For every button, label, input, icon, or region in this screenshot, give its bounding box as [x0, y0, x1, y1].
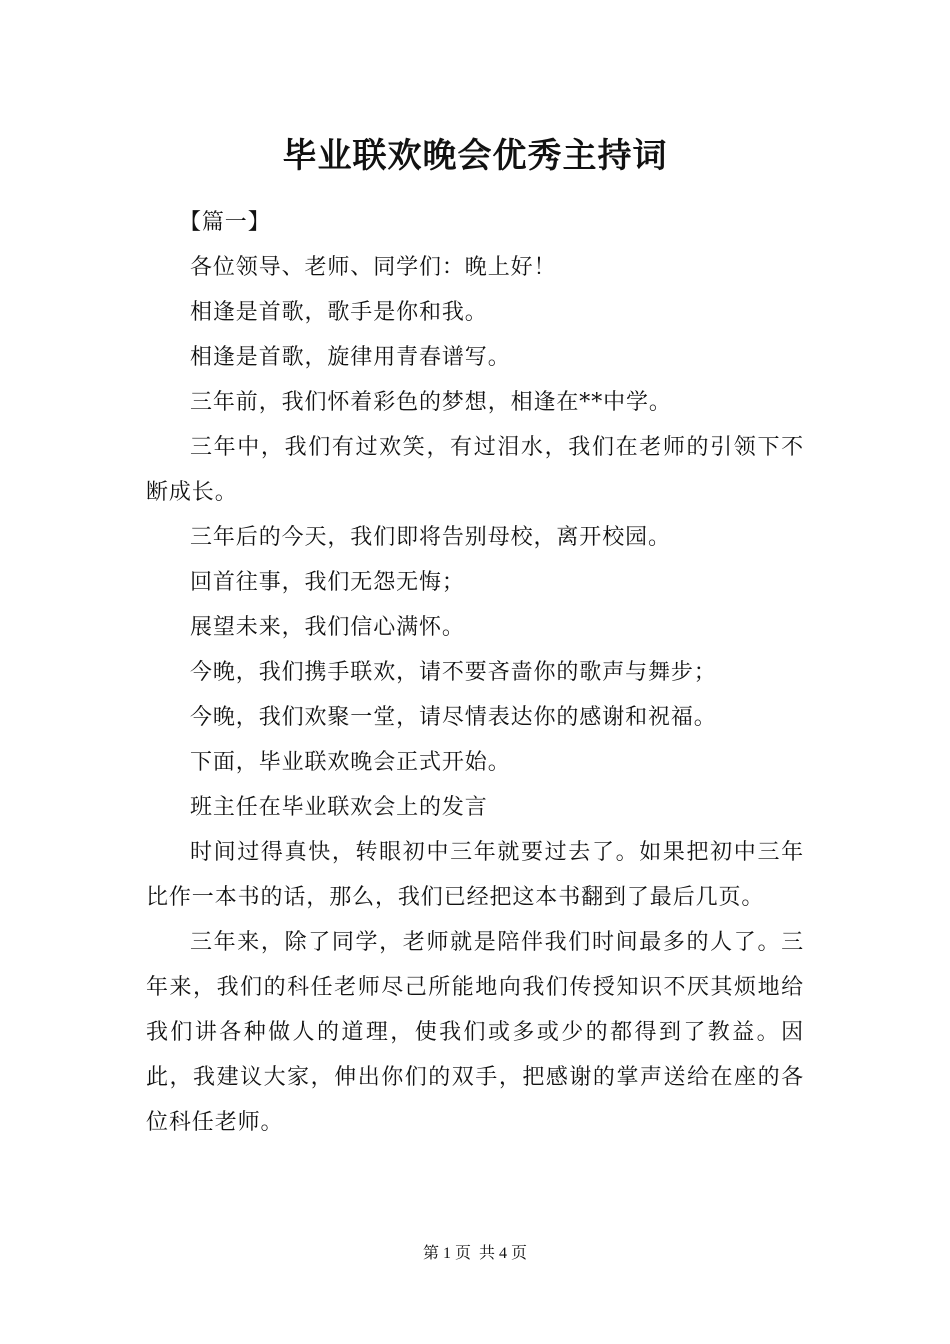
paragraph: 相逢是首歌，旋律用青春谱写。	[190, 345, 511, 370]
page-total: 共 4 页	[479, 1245, 528, 1262]
paragraph: 三年前，我们怀着彩色的梦想，相逢在**中学。	[190, 390, 672, 415]
paragraph: 相逢是首歌，歌手是你和我。	[190, 300, 488, 325]
paragraph: 三年中，我们有过欢笑，有过泪水，我们在老师的引领下不断成长。	[146, 435, 804, 505]
paragraph: 三年后的今天，我们即将告别母校，离开校园。	[190, 525, 671, 550]
page-title: 毕业联欢晚会优秀主持词	[282, 136, 668, 176]
page-footer	[0, 1242, 950, 1266]
paragraph: 各位领导、老师、同学们：晚上好！	[190, 255, 557, 280]
paragraph: 时间过得真快，转眼初中三年就要过去了。如果把初中三年比作一本书的话，那么，我们已经把这本书翻到了最后几页。	[146, 840, 804, 910]
paragraph: 展望未来，我们信心满怀。	[190, 615, 465, 640]
paragraph: 三年来，除了同学，老师就是陪伴我们时间最多的人了。三年来，我们的科任老师尽己所能地向我们传授知识不厌其烦地给我们讲各种做人的道理，使我们或多或少的都得到了教益。因此，我建议大家，伸出你们的双手，把感谢的掌声送给在座的各位科任老师。	[146, 930, 804, 1135]
paragraph: 今晚，我们欢聚一堂，请尽情表达你的感谢和祝福。	[190, 705, 717, 730]
paragraph: 今晚，我们携手联欢，请不要吝啬你的歌声与舞步；	[190, 660, 717, 685]
footer-spacer	[471, 1245, 479, 1262]
paragraph: 回首往事，我们无怨无悔；	[190, 570, 465, 595]
page-number: 第 1 页	[422, 1245, 471, 1262]
paragraph: 下面，毕业联欢晚会正式开始。	[190, 750, 511, 775]
section-heading: 【篇一】	[179, 210, 271, 235]
subsection-title: 班主任在毕业联欢会上的发言	[190, 795, 488, 820]
document-body	[146, 200, 804, 1145]
